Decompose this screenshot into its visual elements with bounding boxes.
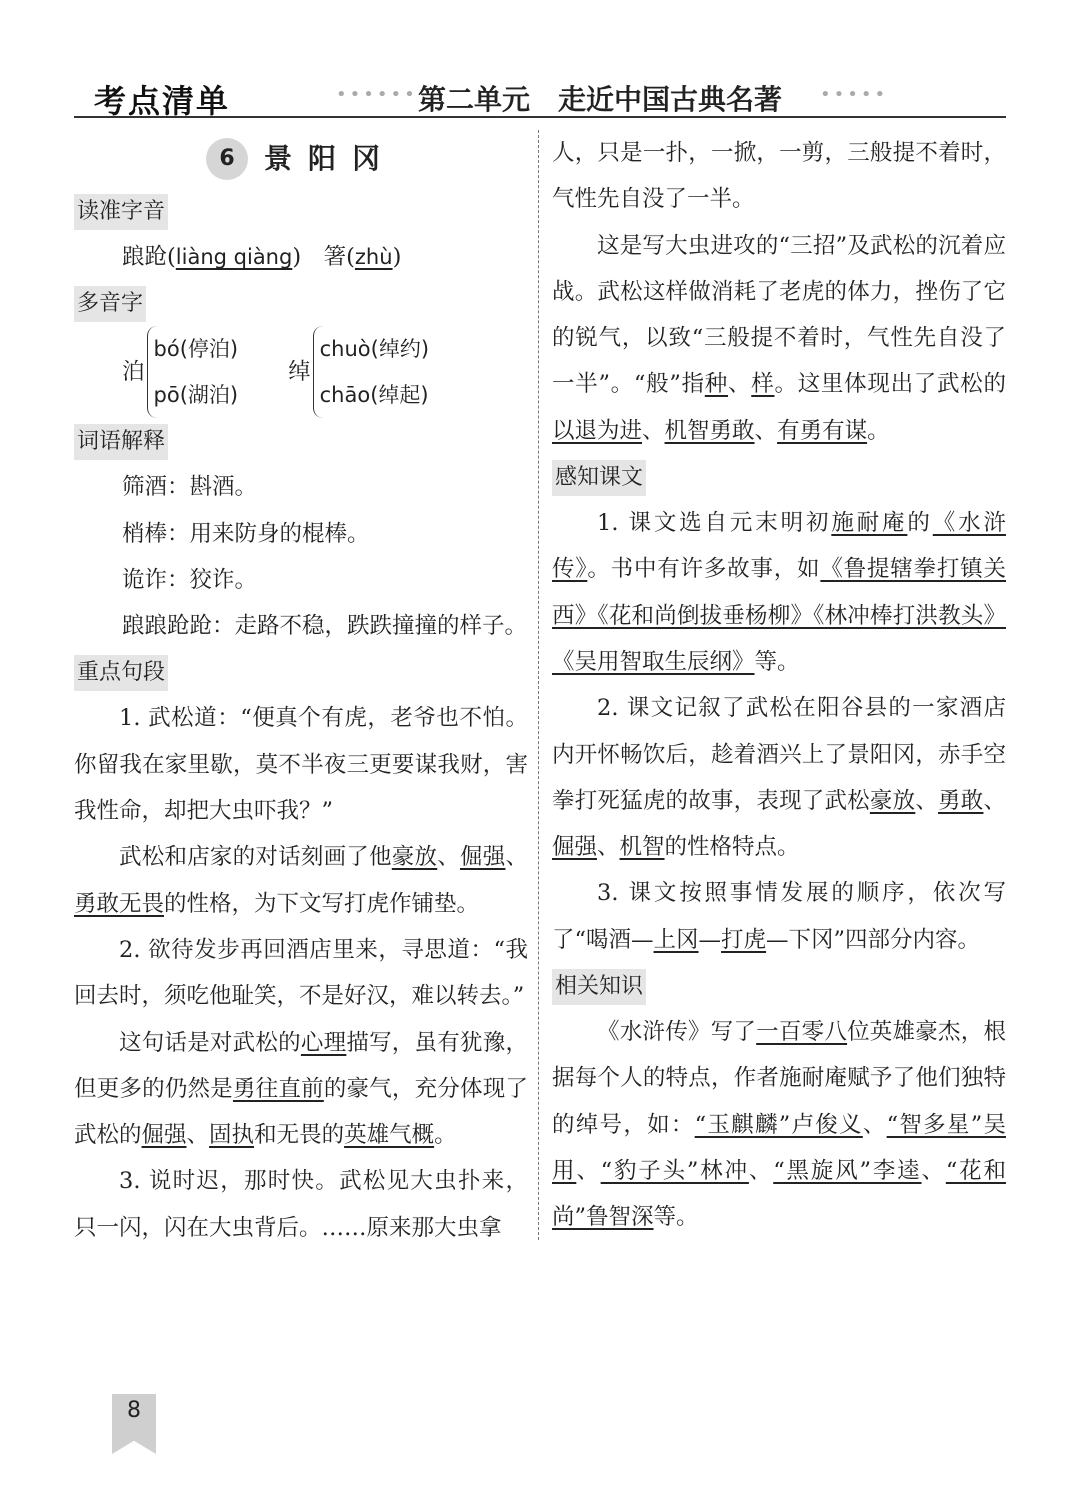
section-read: 读准字音 xyxy=(74,194,168,230)
related-knowledge: 《水浒传》写了一百零八位英雄豪杰，根据每个人的特点，作者施耐庵赋予了他们独特的绰号，如：“玉麒麟”卢俊义、“智多星”吴用、“豹子头”林冲、“黑旋风”李逵、“花和尚”鲁智深等。 xyxy=(552,1019,1006,1231)
column-divider xyxy=(538,130,539,1240)
lesson-number: 6 xyxy=(206,138,248,180)
polyphone-brace: bó(停泊) pō(湖泊) xyxy=(147,326,239,418)
key-quote-3-start: 3. 说时迟，那时快。武松见大虫扑来，只一闪，闪在大虫背后。……原来那大虫拿 xyxy=(74,1168,528,1241)
perceive-item-2: 2. 课文记叙了武松在阳谷县的一家酒店内开怀畅饮后，趁着酒兴上了景阳冈，赤手空拳打死猛虎的故事，表现了武松豪放、勇敢、倔强、机智的性格特点。 xyxy=(552,695,1006,861)
section-perceive: 感知课文 xyxy=(552,460,646,496)
perceive-item-3: 3. 课文按照事情发展的顺序，依次写了“喝酒—上冈—打虎—下冈”四部分内容。 xyxy=(552,880,1006,953)
polyphone-brace: chuò(绰约) chāo(绰起) xyxy=(313,326,429,418)
word-item: 踉踉跄跄：走路不稳，跌跌撞撞的样子。 xyxy=(122,613,528,640)
polyphone-list xyxy=(74,326,528,418)
word-item: 梢棒：用来防身的棍棒。 xyxy=(122,520,370,547)
lesson-heading xyxy=(74,130,528,188)
header-dots-left: •••••• xyxy=(336,84,418,105)
pronunciation-line: 踉跄(liàng qiàng) 箸(zhù) xyxy=(122,244,402,270)
header-brand: 考点清单 xyxy=(94,82,231,120)
word-item: 诡诈：狡诈。 xyxy=(122,566,258,593)
lesson-title: 景阳冈 xyxy=(263,141,396,175)
section-key: 重点句段 xyxy=(74,655,168,691)
key-quote-2: 2. 欲待发步再回酒店里来，寻思道：“我回去时，须吃他耻笑，不是好汉，难以转去。” xyxy=(74,936,528,1010)
page-number: 8 xyxy=(127,1398,141,1423)
key-quote-1: 1. 武松道：“便真个有虎，老爷也不怕。你留我在家里歇，莫不半夜三更要谋我财，害我性命，却把大虫吓我？” xyxy=(74,705,528,825)
page-header xyxy=(74,70,1006,118)
perceive-item-1: 1. 课文选自元末明初施耐庵的《水浒传》。书中有许多故事，如《鲁提辖拳打镇关西》《花和尚倒拔垂杨柳》《林冲棒打洪教头》《吴用智取生辰纲》等。 xyxy=(552,510,1006,675)
word-item: 筛酒：斟酒。 xyxy=(122,474,258,501)
left-column xyxy=(74,130,528,1251)
key-quote-3-end: 人，只是一扑，一掀，一剪，三般提不着时，气性先自没了一半。 xyxy=(552,140,1006,213)
key-analysis-3: 这是写大虫进攻的“三招”及武松的沉着应战。武松这样做消耗了老虎的体力，挫伤了它的锐气，以致“三般提不着时，气性先自没了一半”。“般”指种、样。这里体现出了武松的以退为进、机智勇敢、有勇有谋。 xyxy=(552,232,1006,444)
section-polyphone: 多音字 xyxy=(74,286,146,322)
polyphone-char: 泊 xyxy=(122,359,145,386)
section-related: 相关知识 xyxy=(552,969,646,1005)
polyphone-char: 绰 xyxy=(288,359,311,386)
header-dots-right: ••••• xyxy=(820,84,889,105)
key-analysis-2: 这句话是对武松的心理描写，虽有犹豫，但更多的仍然是勇往直前的豪气，充分体现了武松的倔强、固执和无畏的英雄气概。 xyxy=(74,1029,528,1149)
unit-title: 第二单元 走近中国古典名著 xyxy=(418,83,783,116)
right-column xyxy=(552,130,1006,1241)
section-words: 词语解释 xyxy=(74,424,168,460)
key-analysis-1: 武松和店家的对话刻画了他豪放、倔强、勇敢无畏的性格，为下文写打虎作铺垫。 xyxy=(74,844,528,917)
